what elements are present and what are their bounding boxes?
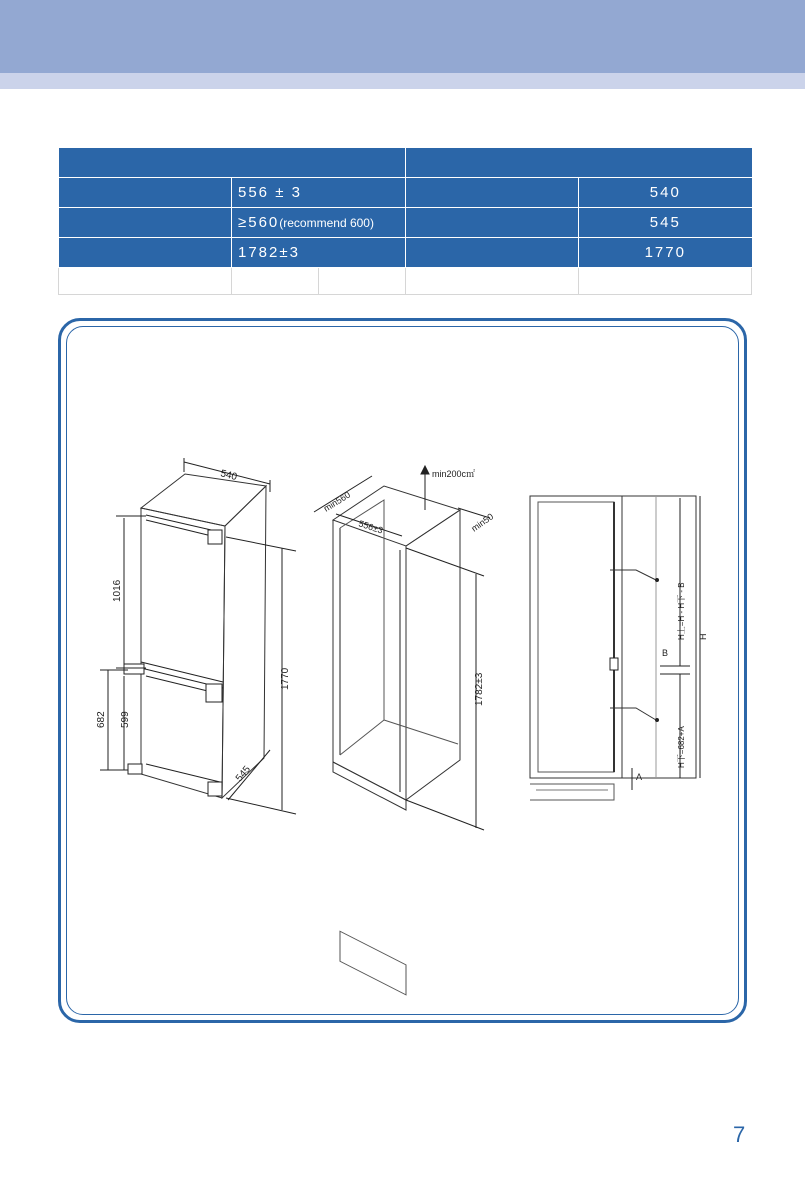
cabinet-plinth [333, 762, 406, 810]
cabinet-depth-note: (recommend 600) [279, 216, 374, 230]
cabinet-height-value: 1782±3 [232, 238, 406, 268]
fridge-front-face [141, 508, 225, 798]
leader-line [610, 708, 656, 720]
page-number: 7 [733, 1122, 746, 1147]
cabinet-inner-floor [384, 720, 458, 744]
section-hinge-icon [610, 658, 618, 670]
cabinet-depth-number: ≥560 [238, 214, 280, 231]
fridge-drawing [96, 458, 296, 814]
b-label: B [662, 648, 669, 658]
fridge-height-label: 1770 [280, 667, 291, 690]
fridge-height-value: 1770 [579, 238, 752, 268]
lower-formula-label: H下=682+A [677, 726, 686, 768]
cabinet-front-edge [333, 520, 406, 800]
top-door-label: 1016 [112, 579, 123, 602]
leader-dot [656, 579, 659, 582]
upper-formula-label: H上=H - H下 - B [677, 582, 686, 640]
dim-tick [226, 537, 296, 551]
vent-label: min200c㎡ [432, 469, 476, 479]
dim-tick [406, 548, 484, 576]
leader-dot [656, 719, 659, 722]
cabinet-width-value: 556 ± 3 [232, 178, 406, 208]
leader-line [610, 570, 656, 580]
dim-tick [226, 798, 296, 814]
cabinet-side-face [406, 510, 460, 800]
cabinet-drawing [314, 466, 495, 995]
a-label: A [636, 772, 643, 782]
h-label: H [698, 633, 708, 640]
side-section-drawing [530, 496, 708, 800]
cabinet-top-face [333, 486, 460, 546]
cabinet-depth-label: min560 [321, 489, 353, 514]
hinge-icon [208, 782, 222, 796]
back-gap-label: min50 [469, 511, 496, 534]
hinge-icon [206, 684, 222, 702]
section-plinth [530, 784, 614, 800]
fridge-depth-value: 545 [579, 208, 752, 238]
cabinet-height-label: 1782±3 [474, 672, 485, 706]
cabinet-width-label: 556±3 [357, 518, 385, 536]
section-appliance-outline [538, 502, 614, 772]
fridge-side-face [222, 486, 266, 798]
bottom-door-label: 599 [120, 711, 131, 728]
vent-arrowhead-icon [421, 466, 429, 474]
door-rail [146, 764, 220, 782]
cabinet-inner-back [340, 500, 384, 755]
bracket-icon [128, 764, 142, 774]
fridge-width-value: 540 [579, 178, 752, 208]
dim-tick [406, 800, 484, 830]
bracket-icon [124, 664, 144, 674]
section-cabinet-outline [530, 496, 622, 778]
fridge-width-label: 540 [219, 468, 239, 483]
hinge-icon [208, 530, 222, 544]
lower-section-label: 682 [96, 711, 107, 728]
plinth-vent-grille [340, 931, 406, 995]
door-seam [141, 662, 223, 682]
fridge-depth-label: 545 [233, 764, 254, 784]
